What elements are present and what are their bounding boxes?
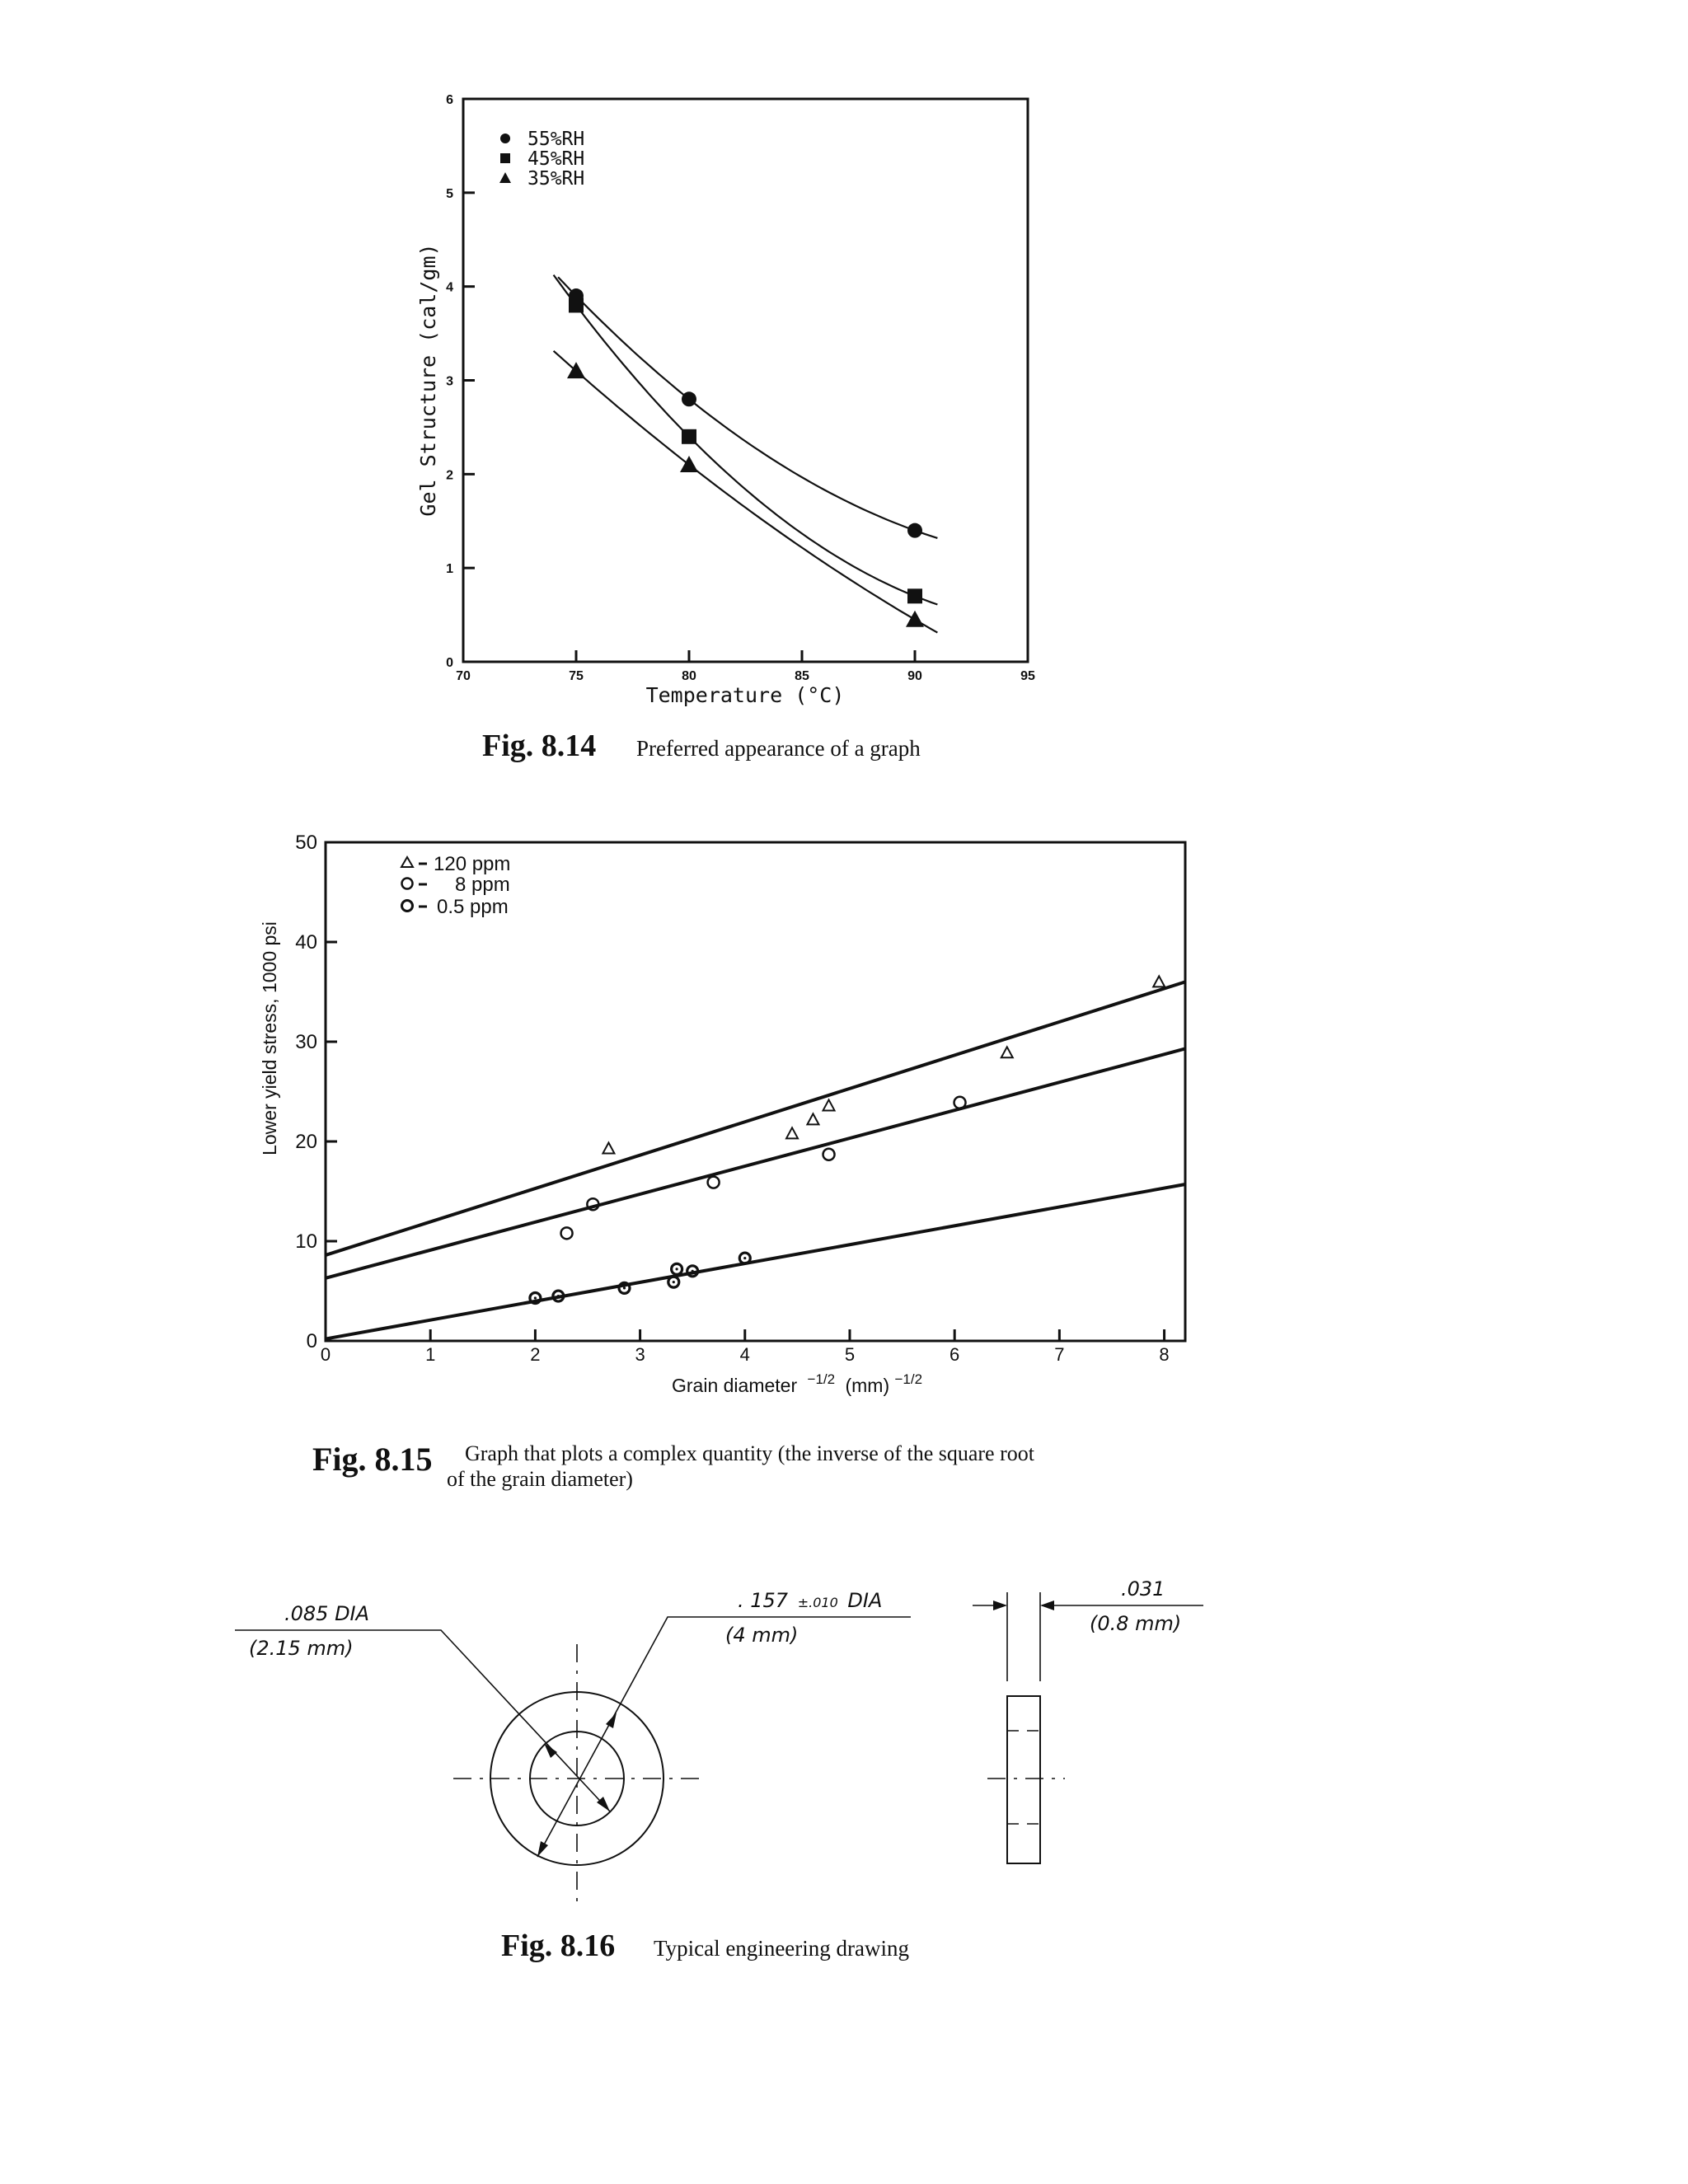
fig-8-15-text-1: Graph that plots a complex quantity (the inverse of the square root xyxy=(465,1441,1034,1465)
legend2-marker-circle-open xyxy=(402,879,413,889)
dim2-label-main: . 157 xyxy=(738,1589,789,1612)
chart2-x-tick-label: 6 xyxy=(950,1344,960,1365)
chart2-point-dot-center xyxy=(534,1296,537,1299)
chart2-y-tick-label: 0 xyxy=(306,1330,317,1352)
chart1-y-tick-label: 2 xyxy=(446,468,453,483)
chart2-point-triangle xyxy=(1153,976,1165,987)
dim1-arrow-1 xyxy=(544,1743,557,1758)
dim1-label-bottom: (2.15 mm) xyxy=(249,1637,354,1660)
chart1-curve-1 xyxy=(558,277,937,538)
chart2-y-tick-label: 50 xyxy=(295,832,317,854)
dim2-label-top xyxy=(738,1589,882,1612)
chart1-point-square xyxy=(569,298,584,312)
fig-8-15-number: Fig. 8.15 xyxy=(312,1441,433,1478)
dim3-arrow-right xyxy=(1040,1601,1054,1610)
fig-8-14-text: Preferred appearance of a graph xyxy=(636,736,921,761)
chart1-legend xyxy=(499,129,584,190)
dim1-label-top: .085 DIA xyxy=(284,1602,370,1625)
chart2-point-triangle xyxy=(1001,1047,1013,1057)
chart2-point-dot-center xyxy=(673,1281,675,1283)
fig-8-16-number: Fig. 8.16 xyxy=(501,1929,616,1963)
chart2-point-dot-center xyxy=(743,1257,746,1259)
legend2-marker-triangle-open xyxy=(401,857,413,867)
chart2-x-label-unit-exp: −1/2 xyxy=(894,1371,923,1387)
chart2-fit-line-2 xyxy=(326,1048,1185,1277)
chart2-point-dot-center xyxy=(557,1295,560,1297)
legend2-item-2: 8 ppm xyxy=(455,874,510,896)
legend2-marker-circle-dot xyxy=(402,901,413,912)
chart2-fit-line-3 xyxy=(326,1184,1185,1339)
chart1-y-tick-label: 6 xyxy=(446,93,453,107)
chart2-point-circle xyxy=(708,1177,720,1188)
chart2-point-dot-center xyxy=(676,1268,678,1270)
chart2-legend xyxy=(401,853,510,918)
fig-8-15-text-2: of the grain diameter) xyxy=(447,1467,633,1491)
chart2-y-tick-label: 30 xyxy=(295,1031,317,1053)
chart2-x-tick-label: 4 xyxy=(739,1344,750,1365)
dim2-label-dia: DIA xyxy=(847,1589,883,1612)
chart2-x-label-unit: (mm) xyxy=(845,1375,890,1396)
chart1-x-tick-label: 95 xyxy=(1020,669,1035,683)
chart2-fit-line-1 xyxy=(326,982,1185,1255)
legend1-item-2: 45%RH xyxy=(528,148,585,170)
chart1-y-tick-label: 0 xyxy=(446,656,453,670)
dim2-arrow-2 xyxy=(537,1841,548,1857)
fig-8-16-caption xyxy=(501,1929,909,1963)
legend2-item-1: 120 ppm xyxy=(434,853,511,875)
legend1-item-3: 35%RH xyxy=(528,168,585,190)
legend1-marker-triangle xyxy=(499,172,511,183)
dim3-label-top: .031 xyxy=(1121,1577,1165,1601)
chart2-y-axis-label: Lower yield stress, 1000 psi xyxy=(259,921,280,1155)
chart1-curve-2 xyxy=(554,275,938,605)
dim3-label-bottom: (0.8 mm) xyxy=(1090,1612,1182,1635)
chart2-point-triangle xyxy=(823,1099,835,1110)
chart2-point-triangle xyxy=(807,1113,818,1124)
chart2-y-tick-label: 20 xyxy=(295,1131,317,1153)
chart2-x-axis-label xyxy=(672,1366,922,1396)
chart1-y-axis-label: Gel Structure (cal/gm) xyxy=(416,243,440,517)
chart1-y-tick-label: 5 xyxy=(446,186,453,201)
chart2-point-circle xyxy=(561,1227,573,1239)
chart2-x-tick-label: 2 xyxy=(530,1344,541,1365)
legend2-item-3: 0.5 ppm xyxy=(437,896,509,918)
legend1-marker-circle xyxy=(500,134,510,143)
chart2-x-tick-label: 1 xyxy=(425,1344,436,1365)
chart2-point-dot-center xyxy=(623,1286,626,1289)
fig-8-14-caption xyxy=(482,729,921,763)
chart2-point-triangle xyxy=(786,1127,798,1138)
engineering-drawing xyxy=(235,1577,1203,1905)
chart1-y-tick-label: 1 xyxy=(446,562,453,577)
dim2-label-bottom: (4 mm) xyxy=(725,1624,799,1647)
gel-structure-chart xyxy=(416,93,1035,707)
fig-8-15-caption xyxy=(312,1441,1035,1491)
fig-8-16-text: Typical engineering drawing xyxy=(654,1936,909,1961)
chart1-x-tick-label: 70 xyxy=(456,669,471,683)
chart2-y-tick-label: 10 xyxy=(295,1230,317,1253)
chart2-x-label-exp: −1/2 xyxy=(807,1371,836,1387)
washer-side-view xyxy=(1007,1696,1040,1863)
chart2-y-tick-label: 40 xyxy=(295,931,317,954)
chart1-curve-3 xyxy=(554,351,938,633)
chart2-x-tick-label: 7 xyxy=(1054,1344,1065,1365)
chart1-y-tick-label: 4 xyxy=(446,280,453,295)
chart1-point-triangle xyxy=(906,611,924,627)
chart2-point-dot-center xyxy=(692,1270,694,1272)
dim2-arrow-1 xyxy=(606,1713,617,1728)
yield-stress-chart xyxy=(259,832,1185,1396)
chart1-point-circle xyxy=(682,391,696,406)
chart2-x-label-main: Grain diameter xyxy=(672,1375,798,1396)
chart1-y-tick-label: 3 xyxy=(446,374,453,389)
legend1-item-1: 55%RH xyxy=(528,129,585,150)
chart1-x-axis-label: Temperature (°C) xyxy=(645,683,845,707)
chart1-x-tick-label: 90 xyxy=(907,669,922,683)
chart1-point-square xyxy=(907,588,922,603)
chart1-point-circle xyxy=(907,523,922,538)
dim2-leader xyxy=(537,1617,911,1857)
legend1-marker-square xyxy=(500,153,510,163)
chart2-point-circle xyxy=(954,1097,966,1108)
chart2-point-circle xyxy=(823,1149,835,1160)
chart1-x-tick-label: 75 xyxy=(569,669,584,683)
chart2-point-triangle xyxy=(603,1142,614,1153)
chart1-point-square xyxy=(682,429,696,444)
chart1-point-triangle xyxy=(680,456,698,472)
dim3-arrow-left xyxy=(993,1601,1007,1610)
chart2-x-tick-label: 8 xyxy=(1159,1344,1170,1365)
chart1-x-tick-label: 80 xyxy=(682,669,696,683)
chart1-x-tick-label: 85 xyxy=(795,669,809,683)
fig-8-14-number: Fig. 8.14 xyxy=(482,729,597,763)
chart2-x-tick-label: 5 xyxy=(844,1344,856,1365)
dim2-label-tol: ±.010 xyxy=(797,1595,838,1610)
chart2-x-tick-label: 3 xyxy=(635,1344,645,1365)
chart2-x-tick-label: 0 xyxy=(320,1344,331,1365)
